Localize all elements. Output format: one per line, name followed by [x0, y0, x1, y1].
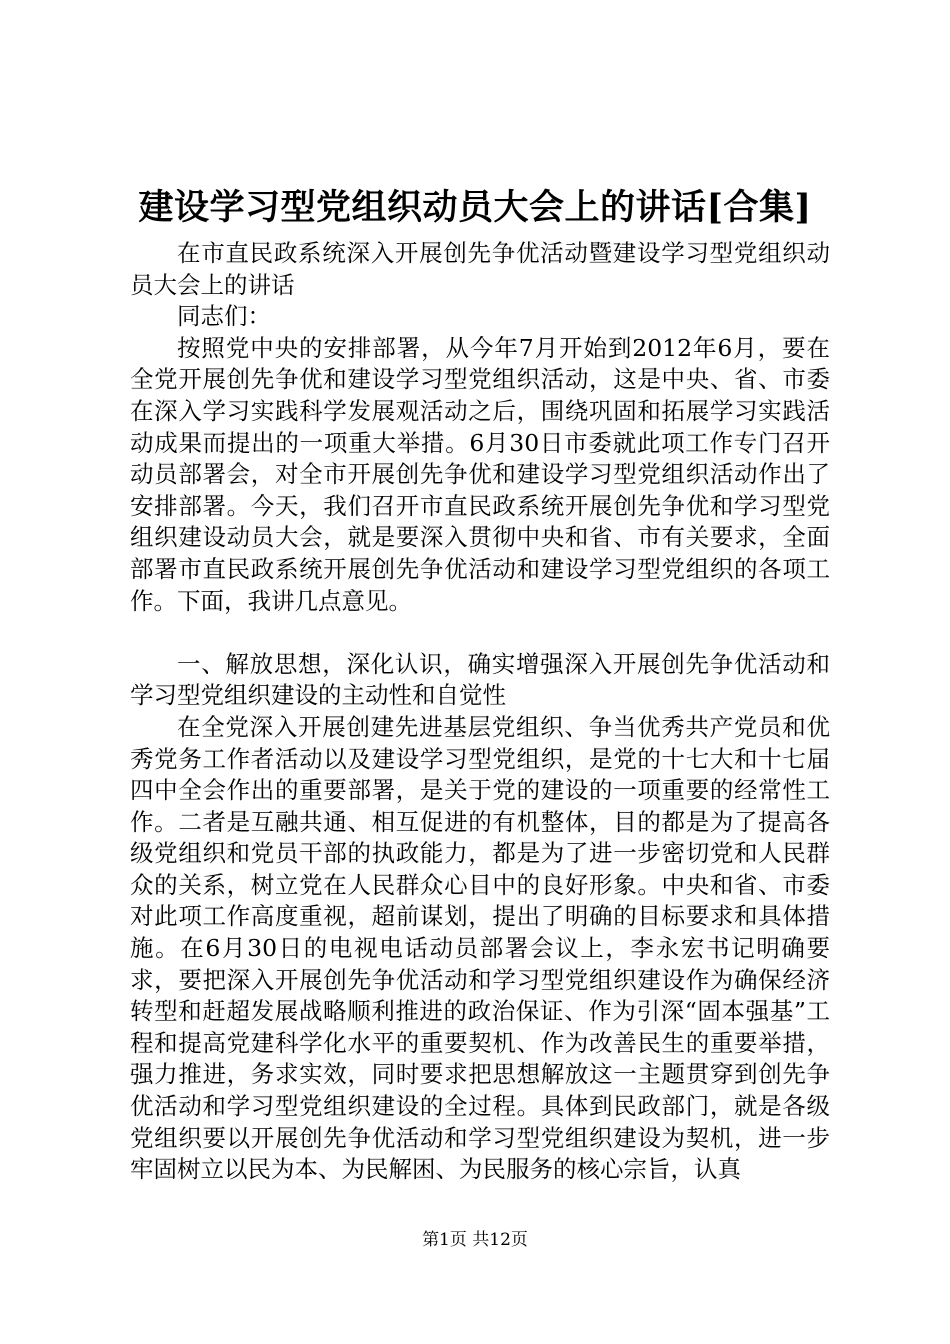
intro-paragraph: 按照党中央的安排部署，从今年7月开始到2012年6月，要在全党开展创先争优和建设学习型党组织活动，这是中央、省、市委在深入学习实践科学发展观活动之后，围绕巩固和拓展学习实践活动成果而提出的一项重大举措。6月30日市委就此项工作专门召开动员部署会，对全市开展创先争优和建设学习型党组织活动作出了安排部署。今天，我们召开市直民政系统开展创先争优和学习型党组织建设动员大会，就是要深入贯彻中央和省、市有关要求，全面部署市直民政系统开展创先争优活动和建设学习型党组织的各项工作。下面，我讲几点意见。 [130, 333, 830, 615]
salutation-paragraph: 同志们： [177, 302, 271, 331]
speech-heading-paragraph: 在市直民政系统深入开展创先争优活动暨建设学习型党组织动员大会上的讲话 [130, 239, 830, 299]
document-title: 建设学习型党组织动员大会上的讲话[合集] [138, 187, 812, 228]
page-number-footer: 第1页 共12页 [422, 1230, 528, 1250]
document-body [130, 238, 830, 1186]
section-heading-paragraph: 一、解放思想，深化认识，确实增强深入开展创先争优活动和学习型党组织建设的主动性和自觉性 [130, 649, 830, 710]
paragraph-spacer [130, 617, 830, 649]
body-paragraph: 在全党深入开展创建先进基层党组织、争当优秀共产党员和优秀党务工作者活动以及建设学习型党组织，是党的十七大和十七届四中全会作出的重要部署，是关于党的建设的一项重要的经常性工作。二者是互融共通、相互促进的有机整体，目的都是为了提高各级党组织和党员干部的执政能力，都是为了进一步密切党和人民群众的关系，树立党在人民群众心目中的良好形象。中央和省、市委对此项工作高度重视，超前谋划，提出了明确的目标要求和具体措施。在6月30日的电视电话动员部署会议上，李永宏书记明确要求，要把深入开展创先争优活动和学习型党组织建设作为确保经济转型和赶超发展战略顺利推进的政治保证、作为引深“固本强基”工程和提高党建科学化水平的重要契机、作为改善民生的重要举措，强力推进，务求实效，同时要求把思想解放这一主题贯穿到创先争优活动和学习型党组织建设的全过程。具体到民政部门，就是各级党组织要以开展创先争优活动和学习型党组织建设为契机，进一步牢固树立以民为本、为民解困、为民服务的核心宗旨，认真 [130, 712, 830, 1184]
